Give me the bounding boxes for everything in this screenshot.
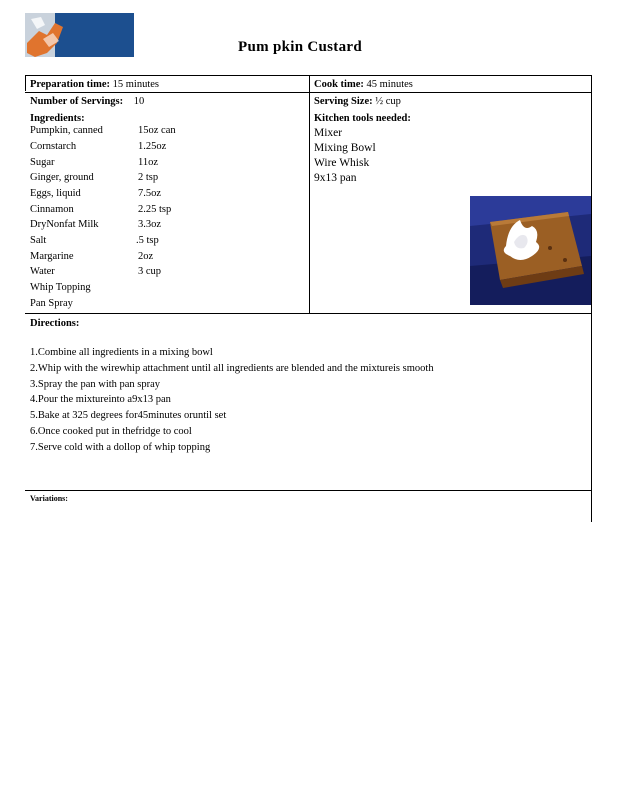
ingredient-qty: 1.25oz	[138, 141, 167, 152]
ingredient-name: Cornstarch	[30, 141, 77, 152]
ingredient-name: Water	[30, 266, 55, 277]
ingredient-name: Sugar	[30, 157, 55, 168]
logo	[25, 13, 134, 57]
ingredient-name: Pan Spray	[30, 298, 73, 309]
table-left-border	[25, 75, 26, 91]
direction-step: 1.Combine all ingredients in a mixing bowl	[30, 347, 213, 358]
recipe-title: Pum pkin Custard	[238, 39, 363, 55]
column-divider	[309, 75, 310, 313]
tool-item: Wire Whisk	[314, 157, 370, 169]
pumpkin-custard-photo	[470, 196, 591, 305]
table-right-border	[591, 75, 592, 522]
servings-label: Number of Servings:	[30, 96, 124, 107]
direction-step: 3.Spray the pan with pan spray	[30, 378, 161, 390]
ingredients-label: Ingredients:	[30, 113, 85, 124]
ingredient-qty: 15oz can	[138, 125, 176, 136]
prep-time	[30, 78, 159, 92]
prep-time-value: 15 minutes	[112, 79, 159, 90]
ingredient-qty: 7.5oz	[138, 188, 162, 199]
cook-time-value: 45 minutes	[366, 79, 413, 90]
ingredient-name: Margarine	[30, 251, 74, 262]
row-divider	[25, 313, 592, 314]
ingredient-qty: 2 tsp	[138, 172, 159, 183]
tool-item: 9x13 pan	[314, 172, 357, 184]
directions-list	[30, 345, 434, 456]
kitchen-tools-list	[314, 126, 376, 186]
ingredient-name: Whip Topping	[30, 282, 91, 293]
ingredient-name: Eggs, liquid	[30, 188, 81, 199]
direction-step: 7.Serve cold with a dollop of whip topping	[30, 441, 211, 453]
serving-size-label: Serving Size:	[314, 96, 373, 107]
tool-item: Mixer	[314, 127, 343, 139]
direction-step: 4.Pour the mixtureinto a9x13 pan	[30, 394, 171, 406]
direction-step: 6.Once cooked put in thefridge to cool	[30, 425, 192, 437]
ingredient-qty: 11oz	[138, 157, 159, 168]
ingredient-name: Cinnamon	[30, 204, 74, 215]
kitchen-tools-label: Kitchen tools needed:	[314, 113, 411, 124]
servings-value: 10	[133, 96, 145, 107]
ingredient-name: Ginger, ground	[30, 172, 94, 183]
ingredient-qty: 3 cup	[138, 266, 162, 277]
row-divider	[25, 490, 592, 491]
directions-label: Directions:	[30, 318, 80, 329]
cook-time	[314, 78, 413, 92]
serving-size	[314, 95, 401, 109]
ingredient-qty: 3.3oz	[138, 219, 162, 230]
cook-time-label: Cook time:	[314, 79, 364, 90]
direction-step: 2.Whip with the wirewhip attachment until all ingredients are blended and the mixtureis smooth	[30, 362, 434, 374]
prep-time-label: Preparation time:	[30, 79, 110, 90]
ingredient-qty: 2.25 tsp	[138, 204, 172, 215]
variations-label: Variations:	[30, 494, 68, 503]
ingredient-name: Pumpkin, canned	[30, 125, 103, 136]
ingredient-name: Salt	[30, 235, 47, 246]
direction-step: 5.Bake at 325 degrees for45minutes oruntil set	[30, 410, 227, 422]
serving-size-value: ½ cup	[375, 96, 401, 107]
servings	[30, 95, 144, 109]
ingredient-name: DryNonfat Milk	[30, 219, 99, 230]
ingredient-qty: 2oz	[138, 251, 154, 262]
tool-item: Mixing Bowl	[314, 142, 376, 154]
ingredient-qty: .5 tsp	[136, 235, 159, 246]
logo-graphic	[25, 13, 134, 57]
